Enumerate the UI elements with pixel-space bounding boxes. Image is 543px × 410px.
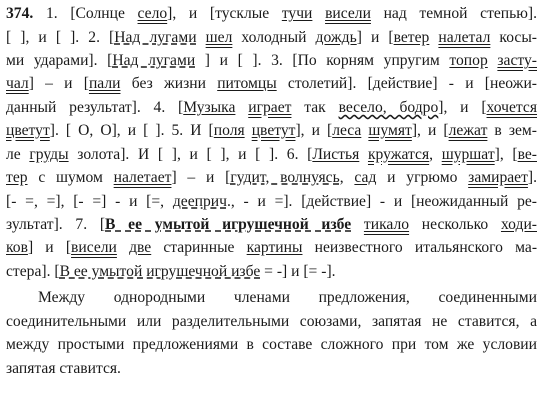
subject: ветер (393, 29, 430, 46)
exercise-line-11: ков] и [висели две старинные картины неизвестного итальянского ма- (6, 239, 538, 256)
adverbial: Над лугами (112, 52, 196, 69)
exercise-number: 374. (6, 5, 34, 22)
exercise-line-2: [ ], и [ ]. 2. [Над лугами шел холодный дождь] и [ветер налетал косы- (6, 29, 537, 46)
predicate: лежат (448, 122, 488, 139)
rule-paragraph: Между однородными членами предложения, соединенными соединительными или разделительными союзами, запятая не ставится, а между простыми предложениями в составе сложного при том же условии запятая ставится. (6, 289, 537, 377)
predicate: село (137, 5, 168, 22)
exercise-line-9: [- =, =], [- =] - и [=, дееприч., - и =]. [действие] - и [неожиданный ре- (6, 193, 537, 210)
subject: леса (332, 122, 362, 139)
predicate: чал (6, 75, 29, 92)
predicate: висели (71, 239, 117, 256)
predicate: засту- (497, 52, 537, 69)
exercise-line-4: чал] – и [пали без жизни питомцы столетий]. [действие] - и [неожи- (6, 75, 537, 92)
participial-phrase: гудит, волнуясь (230, 169, 340, 186)
exercise-line-3: ми ударами]. [Над лугами ] и [ ]. 3. [По корням упругим топор засту- (6, 52, 537, 69)
exercise-line-8: тер с шумом налетает] – и [гудит, волнуясь, сад и угрюмо замирает]. (6, 169, 538, 186)
predicate: шуршат (441, 146, 495, 163)
subject: груды (29, 146, 69, 163)
adverbial: дееприч (172, 193, 227, 210)
subject: Музыка (183, 99, 236, 116)
exercise-line-6: цветут]. [ О, О], и [ ]. 5. И [поля цветут], и [леса шумят], и [лежат в зем- (6, 122, 537, 139)
subject: картины (246, 239, 303, 256)
numeral: две (129, 239, 152, 256)
subject: Листья (312, 146, 360, 163)
subject: питомцы (217, 75, 277, 92)
predicate: цветут (251, 122, 296, 139)
adverbial: Над лугами (114, 29, 197, 46)
subject: ве- (517, 146, 537, 163)
predicate: замирает (468, 169, 528, 186)
predicate: играет (248, 99, 292, 116)
exercise-line-12: стера]. [В ее умытой игрушечной избе = -] и [= -]. (6, 263, 336, 280)
exercise-line-7: ле груды золота]. И [ ], и [ ], и [ ]. 6. [Листья кружатся, шуршат], [ве- (6, 146, 537, 163)
subject: тучи (281, 5, 313, 22)
predicate: пали (88, 75, 121, 92)
adverbial: В ее умытой игрушечной избе (105, 216, 352, 233)
exercise-line-10: зультат]. 7. [В ее умытой игрушечной избе тикало несколько ходи- (6, 216, 537, 233)
subject: тер (6, 169, 28, 186)
predicate: хочется (486, 99, 537, 116)
predicate: шумят (368, 122, 412, 139)
subject: дождь (315, 29, 357, 46)
predicate: кружатся (367, 146, 430, 163)
homogeneous-adverbs: весело, бодро (338, 99, 439, 116)
adverbial: В ее умытой игрушечной избе (59, 263, 261, 280)
predicate: висели (325, 5, 371, 22)
predicate: шел (205, 29, 233, 46)
exercise-line-5: данный результат]. 4. [Музыка играет так весело, бодро], и [хочется (6, 99, 537, 116)
subject: поля (213, 122, 245, 139)
subject: топор (449, 52, 488, 69)
predicate: цветут (6, 122, 50, 139)
subject: ков (6, 239, 28, 256)
subject: ходи- (500, 216, 537, 233)
predicate: налетает (113, 169, 172, 186)
subject: сад (354, 169, 377, 186)
predicate: налетал (438, 29, 491, 46)
predicate: тикало (363, 216, 410, 233)
exercise-line-1: 374. 1. [Солнце село], и [тусклые тучи висели над темной степью]. (6, 5, 538, 22)
